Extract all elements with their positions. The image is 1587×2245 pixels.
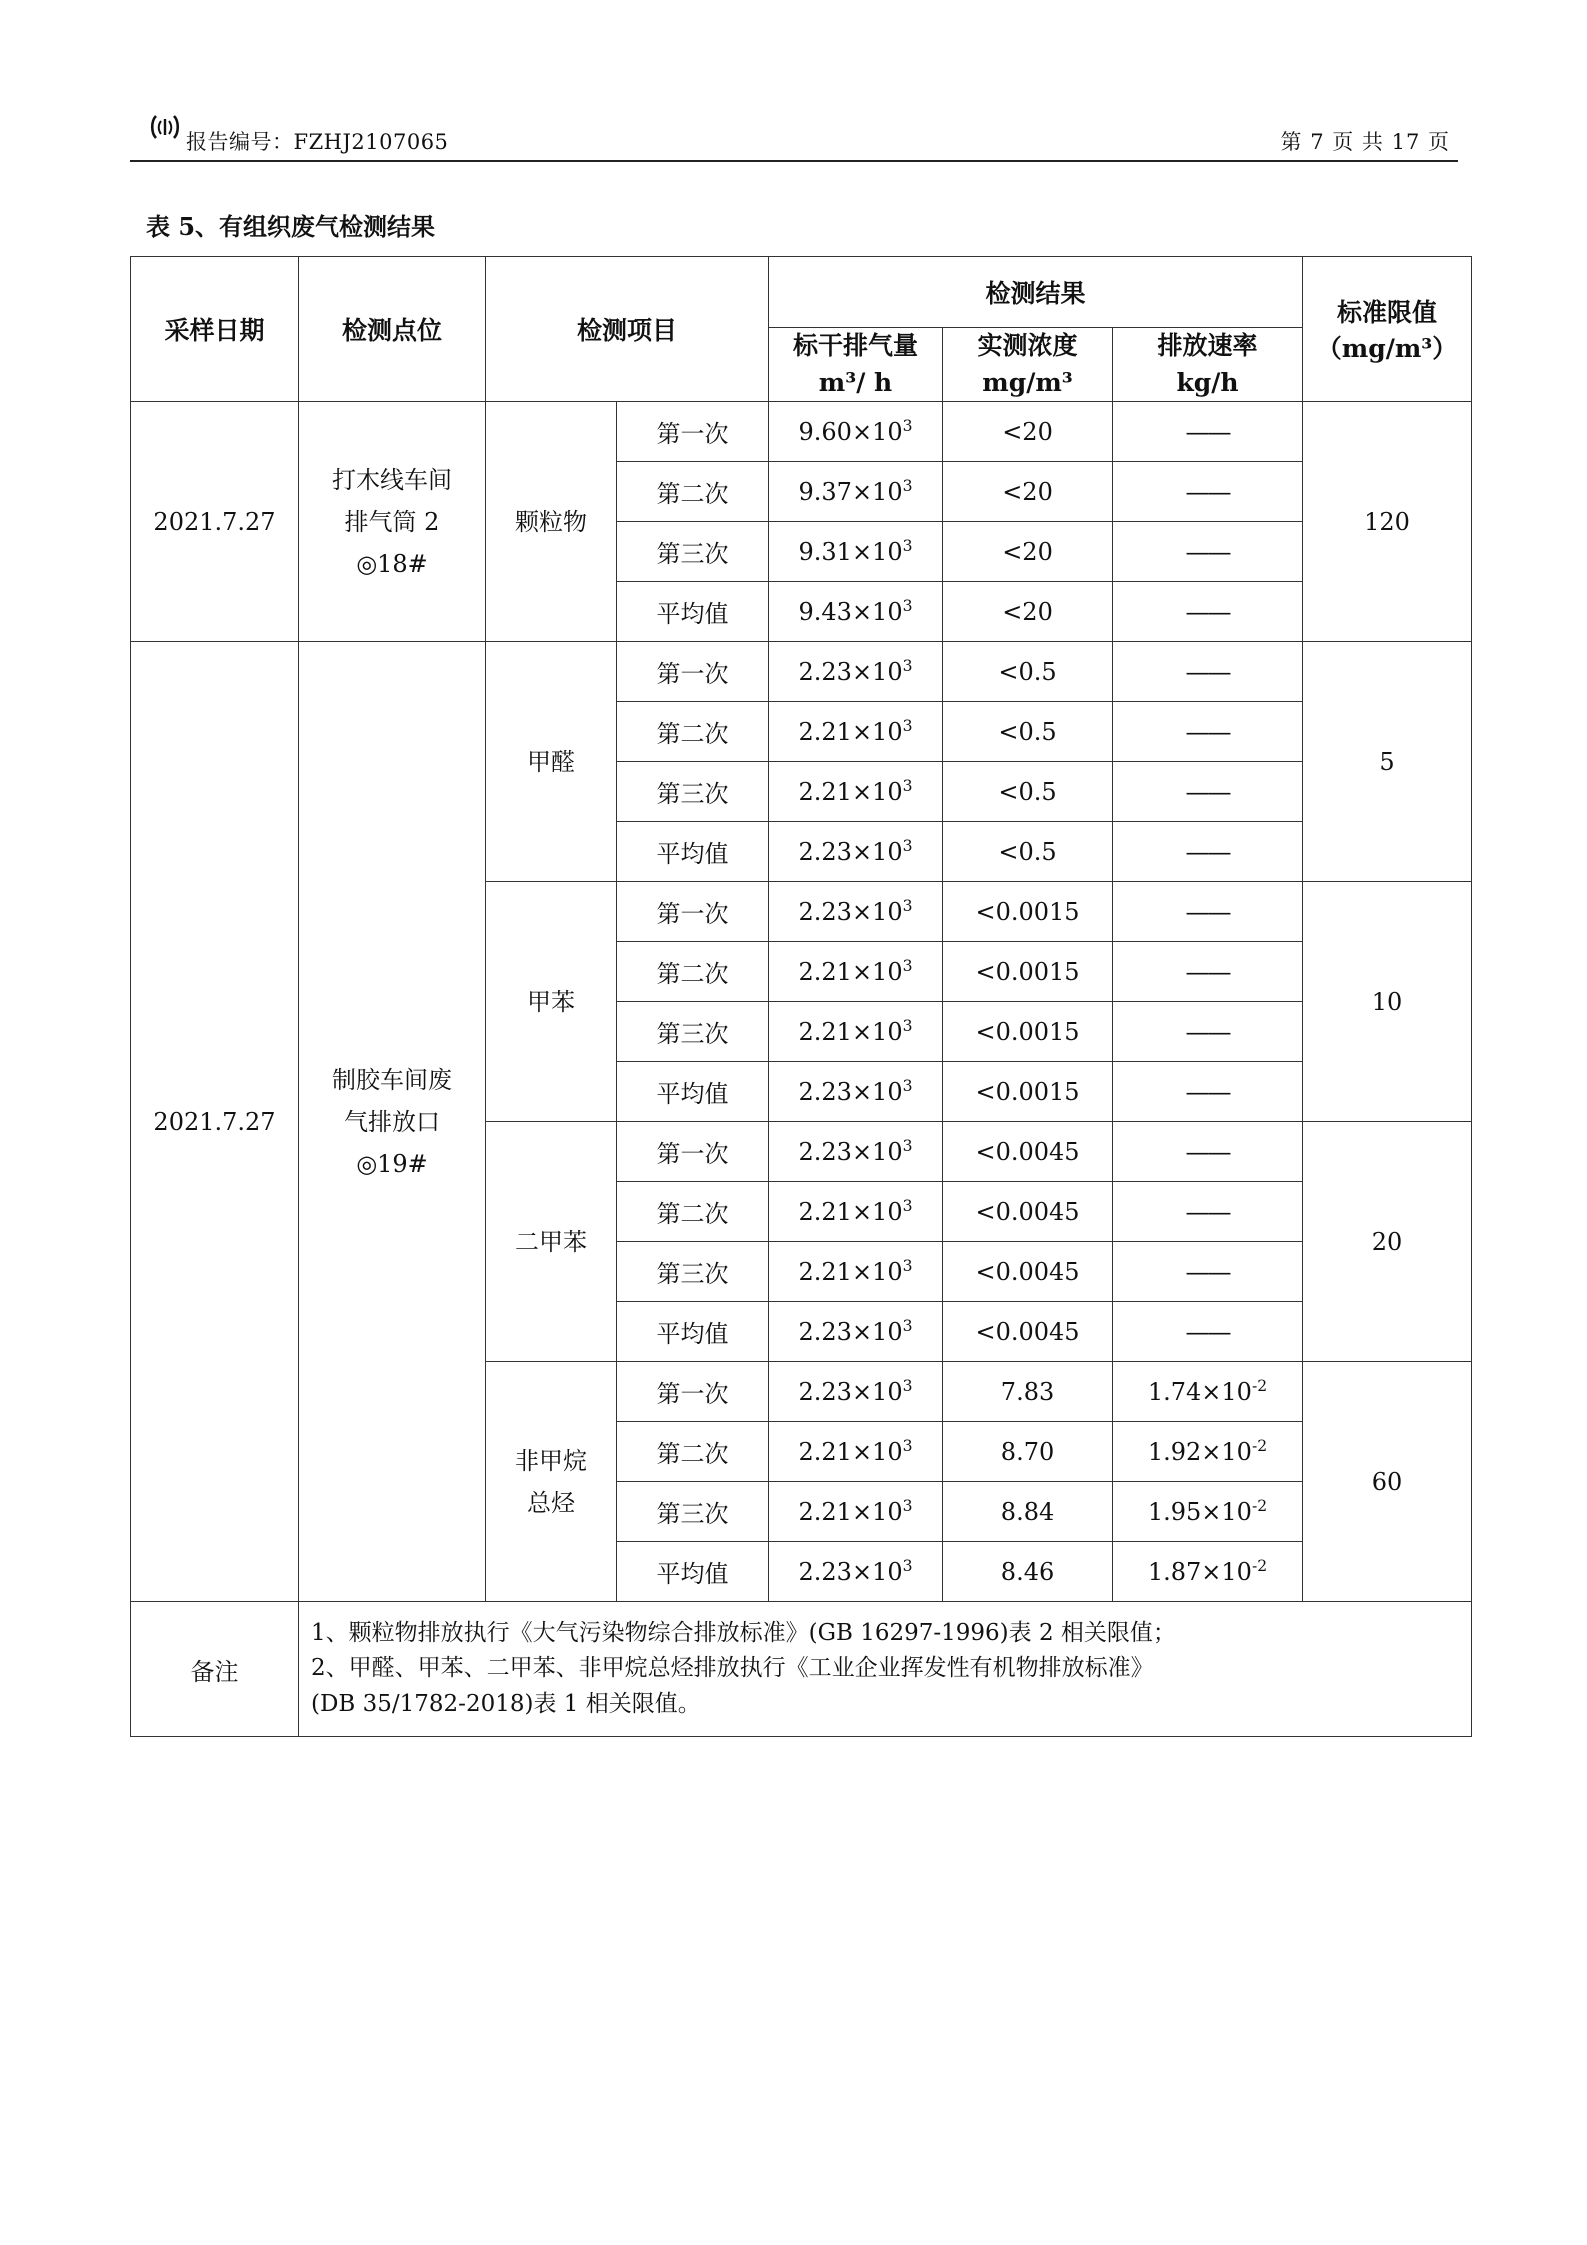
- flow-value: [769, 1062, 943, 1122]
- rate-value: [1113, 1062, 1303, 1122]
- flow-value-mantissa: 9.37×10: [798, 478, 903, 506]
- flow-value: [769, 822, 943, 882]
- note-line: 2、甲醛、甲苯、二甲苯、非甲烷总烃排放执行《工业企业挥发性有机物排放标准》: [311, 1655, 1154, 1682]
- rate-value-mantissa: ——: [1185, 598, 1230, 626]
- flow-value-mantissa: 9.31×10: [798, 538, 903, 566]
- rate-value: [1113, 1242, 1303, 1302]
- monitoring-point-line: ◎18#: [356, 549, 428, 578]
- measurement-label: 第一次: [617, 1122, 769, 1182]
- rate-value: [1113, 522, 1303, 582]
- notes-label: 备注: [131, 1602, 299, 1737]
- measurement-label: 第二次: [617, 1422, 769, 1482]
- flow-value: [769, 462, 943, 522]
- rate-value: [1113, 462, 1303, 522]
- measurement-label: 平均值: [617, 1062, 769, 1122]
- flow-value: [769, 1542, 943, 1602]
- flow-value-exponent: 3: [902, 897, 913, 915]
- flow-value: [769, 1302, 943, 1362]
- flow-value-exponent: 3: [902, 957, 913, 975]
- table-body: [131, 402, 1472, 1602]
- rate-value-mantissa: 1.87×10: [1147, 1558, 1252, 1586]
- rate-value-exponent: -2: [1251, 1377, 1268, 1395]
- rate-value-mantissa: ——: [1185, 1138, 1230, 1166]
- rate-value-mantissa: ——: [1185, 1198, 1230, 1226]
- measurement-label: 第三次: [617, 762, 769, 822]
- col-header-limit: [1303, 257, 1472, 402]
- measurement-label: 第一次: [617, 402, 769, 462]
- test-item: [486, 402, 617, 642]
- rate-value-mantissa: ——: [1185, 778, 1230, 806]
- flow-value-mantissa: 9.60×10: [798, 418, 903, 446]
- flow-value-mantissa: 2.21×10: [798, 718, 903, 746]
- measurement-label: 平均值: [617, 1542, 769, 1602]
- monitoring-point-line: ◎19#: [356, 1149, 428, 1178]
- test-item-line: 非甲烷: [515, 1446, 587, 1475]
- concentration-value: <20: [943, 462, 1113, 522]
- col-header-item: 检测项目: [486, 257, 769, 402]
- rate-value: [1113, 1422, 1303, 1482]
- monitoring-point-line: 排气筒 2: [344, 507, 440, 536]
- rate-value-mantissa: ——: [1185, 1078, 1230, 1106]
- measurement-label: 第一次: [617, 882, 769, 942]
- col-header-point: 检测点位: [299, 257, 486, 402]
- rate-value: [1113, 942, 1303, 1002]
- rate-value: [1113, 1362, 1303, 1422]
- measurement-label: 平均值: [617, 822, 769, 882]
- flow-value-mantissa: 2.21×10: [798, 958, 903, 986]
- flow-value: [769, 1362, 943, 1422]
- table-title: 表 5、有组织废气检测结果: [146, 212, 436, 241]
- rate-value: [1113, 762, 1303, 822]
- rate-value-exponent: -2: [1251, 1497, 1268, 1515]
- test-item-line: 甲苯: [527, 987, 575, 1016]
- flow-value-exponent: 3: [902, 1317, 913, 1335]
- page-indicator: 第 7 页 共 17 页: [1280, 130, 1450, 154]
- standard-limit: 60: [1303, 1362, 1472, 1602]
- test-item-line: 颗粒物: [515, 507, 587, 536]
- standard-limit: 20: [1303, 1122, 1472, 1362]
- concentration-value: <0.5: [943, 762, 1113, 822]
- concentration-value: <0.0045: [943, 1302, 1113, 1362]
- note-line: (DB 35/1782-2018)表 1 相关限值。: [311, 1690, 701, 1717]
- rate-value-mantissa: ——: [1185, 538, 1230, 566]
- concentration-value: <0.5: [943, 642, 1113, 702]
- measurement-label: 第二次: [617, 702, 769, 762]
- concentration-value: <0.0015: [943, 942, 1113, 1002]
- flow-value: [769, 522, 943, 582]
- measurement-label: 第一次: [617, 1362, 769, 1422]
- flow-value: [769, 702, 943, 762]
- concentration-value: <0.0045: [943, 1242, 1113, 1302]
- test-item: [486, 882, 617, 1122]
- flow-value-mantissa: 2.21×10: [798, 1498, 903, 1526]
- flow-value: [769, 582, 943, 642]
- flow-value: [769, 1122, 943, 1182]
- measurement-label: 第三次: [617, 1482, 769, 1542]
- concentration-value: <20: [943, 582, 1113, 642]
- flow-value: [769, 762, 943, 822]
- concentration-value: 8.46: [943, 1542, 1113, 1602]
- test-item-line: 甲醛: [527, 747, 575, 776]
- concentration-value: <0.0015: [943, 882, 1113, 942]
- page-header: [130, 108, 1458, 162]
- flow-value-mantissa: 2.21×10: [798, 1438, 903, 1466]
- col-header-conc: [943, 328, 1113, 402]
- flow-value-exponent: 3: [902, 477, 913, 495]
- note-line: 1、颗粒物排放执行《大气污染物综合排放标准》(GB 16297-1996)表 2 相关限值；: [311, 1619, 1176, 1646]
- concentration-value: 7.83: [943, 1362, 1113, 1422]
- flow-value-exponent: 3: [902, 1137, 913, 1155]
- rate-value-mantissa: ——: [1185, 478, 1230, 506]
- conc-unit: mg/m³: [982, 367, 1073, 397]
- concentration-value: <0.0045: [943, 1182, 1113, 1242]
- rate-label: 排放速率: [1157, 331, 1258, 361]
- flow-value-mantissa: 2.21×10: [798, 1258, 903, 1286]
- flow-value-mantissa: 2.23×10: [798, 1138, 903, 1166]
- concentration-value: <0.5: [943, 822, 1113, 882]
- report-number: 报告编号：FZHJ2107065: [186, 130, 449, 154]
- flow-value-mantissa: 2.21×10: [798, 1018, 903, 1046]
- flow-value-exponent: 3: [902, 1197, 913, 1215]
- flow-value-mantissa: 9.43×10: [798, 598, 903, 626]
- flow-value-mantissa: 2.23×10: [798, 1378, 903, 1406]
- flow-value: [769, 942, 943, 1002]
- col-header-date: 采样日期: [131, 257, 299, 402]
- rate-value-mantissa: ——: [1185, 958, 1230, 986]
- monitoring-point-line: 气排放口: [344, 1107, 440, 1136]
- rate-value: [1113, 822, 1303, 882]
- rate-value-mantissa: 1.74×10: [1147, 1378, 1252, 1406]
- concentration-value: <20: [943, 522, 1113, 582]
- limit-unit: （mg/m³）: [1316, 334, 1458, 363]
- test-item-line: 二甲苯: [515, 1227, 587, 1256]
- rate-value-mantissa: ——: [1185, 898, 1230, 926]
- flow-value: [769, 1242, 943, 1302]
- flow-value-exponent: 3: [902, 1257, 913, 1275]
- test-item-line: 总烃: [527, 1488, 575, 1517]
- measurement-label: 第二次: [617, 1182, 769, 1242]
- measurement-label: 第二次: [617, 942, 769, 1002]
- flow-value-exponent: 3: [902, 1557, 913, 1575]
- table-row: [131, 402, 1472, 462]
- flow-value-exponent: 3: [902, 1017, 913, 1035]
- concentration-value: <20: [943, 402, 1113, 462]
- col-header-rate: [1113, 328, 1303, 402]
- rate-value-mantissa: ——: [1185, 418, 1230, 446]
- flow-value-exponent: 3: [902, 1377, 913, 1395]
- flow-value: [769, 882, 943, 942]
- rate-value-mantissa: ——: [1185, 1018, 1230, 1046]
- rate-value: [1113, 1182, 1303, 1242]
- monitoring-point: [299, 642, 486, 1602]
- measurement-label: 第一次: [617, 642, 769, 702]
- col-header-results: 检测结果: [769, 257, 1303, 328]
- sampling-date: 2021.7.27: [131, 642, 299, 1602]
- measurement-label: 第三次: [617, 1242, 769, 1302]
- flow-value-mantissa: 2.21×10: [798, 778, 903, 806]
- col-header-flow: [769, 328, 943, 402]
- flow-value-exponent: 3: [902, 837, 913, 855]
- flow-label: 标干排气量: [793, 331, 919, 361]
- table-row: [131, 642, 1472, 702]
- flow-value-mantissa: 2.23×10: [798, 1318, 903, 1346]
- test-item: [486, 1362, 617, 1602]
- measurement-label: 第二次: [617, 462, 769, 522]
- monitoring-point-line: 制胶车间废: [332, 1065, 452, 1094]
- rate-value-mantissa: 1.92×10: [1147, 1438, 1252, 1466]
- rate-value: [1113, 702, 1303, 762]
- measurement-label: 第三次: [617, 522, 769, 582]
- flow-value: [769, 1002, 943, 1062]
- measurement-label: 平均值: [617, 1302, 769, 1362]
- rate-value-exponent: -2: [1251, 1437, 1268, 1455]
- flow-value-exponent: 3: [902, 1497, 913, 1515]
- limit-label: 标准限值: [1337, 298, 1438, 327]
- notes-content: [299, 1602, 1472, 1737]
- concentration-value: <0.0045: [943, 1122, 1113, 1182]
- standard-limit: 5: [1303, 642, 1472, 882]
- measurement-label: 平均值: [617, 582, 769, 642]
- rate-value-mantissa: 1.95×10: [1147, 1498, 1252, 1526]
- flow-value-mantissa: 2.23×10: [798, 1558, 903, 1586]
- test-item: [486, 1122, 617, 1362]
- rate-value-mantissa: ——: [1185, 838, 1230, 866]
- rate-value: [1113, 402, 1303, 462]
- flow-value-exponent: 3: [902, 537, 913, 555]
- flow-value-mantissa: 2.21×10: [798, 1198, 903, 1226]
- concentration-value: 8.84: [943, 1482, 1113, 1542]
- concentration-value: 8.70: [943, 1422, 1113, 1482]
- rate-value: [1113, 882, 1303, 942]
- rate-unit: kg/h: [1176, 367, 1239, 397]
- flow-value-mantissa: 2.23×10: [798, 658, 903, 686]
- rate-value: [1113, 1002, 1303, 1062]
- flow-value-exponent: 3: [902, 417, 913, 435]
- concentration-value: <0.0015: [943, 1062, 1113, 1122]
- monitoring-point: [299, 402, 486, 642]
- rate-value: [1113, 1482, 1303, 1542]
- flow-value-exponent: 3: [902, 777, 913, 795]
- standard-limit: 120: [1303, 402, 1472, 642]
- rate-value: [1113, 1302, 1303, 1362]
- flow-value-exponent: 3: [902, 1077, 913, 1095]
- flow-value-exponent: 3: [902, 657, 913, 675]
- test-item: [486, 642, 617, 882]
- flow-value: [769, 642, 943, 702]
- flow-value-mantissa: 2.23×10: [798, 898, 903, 926]
- flow-unit: m³/ h: [818, 367, 893, 397]
- flow-value: [769, 1182, 943, 1242]
- concentration-value: <0.5: [943, 702, 1113, 762]
- company-logo-icon: [150, 113, 180, 141]
- flow-value-exponent: 3: [902, 717, 913, 735]
- rate-value-mantissa: ——: [1185, 658, 1230, 686]
- monitoring-point-line: 打木线车间: [332, 465, 452, 494]
- rate-value: [1113, 582, 1303, 642]
- rate-value: [1113, 1542, 1303, 1602]
- measurement-label: 第三次: [617, 1002, 769, 1062]
- rate-value-mantissa: ——: [1185, 718, 1230, 746]
- rate-value-mantissa: ——: [1185, 1318, 1230, 1346]
- flow-value: [769, 1482, 943, 1542]
- flow-value: [769, 402, 943, 462]
- results-table: [130, 256, 1472, 1737]
- conc-label: 实测浓度: [977, 331, 1078, 361]
- rate-value-mantissa: ——: [1185, 1258, 1230, 1286]
- flow-value-mantissa: 2.23×10: [798, 1078, 903, 1106]
- flow-value: [769, 1422, 943, 1482]
- flow-value-exponent: 3: [902, 1437, 913, 1455]
- flow-value-exponent: 3: [902, 597, 913, 615]
- rate-value: [1113, 642, 1303, 702]
- concentration-value: <0.0015: [943, 1002, 1113, 1062]
- flow-value-mantissa: 2.23×10: [798, 838, 903, 866]
- sampling-date: 2021.7.27: [131, 402, 299, 642]
- standard-limit: 10: [1303, 882, 1472, 1122]
- rate-value: [1113, 1122, 1303, 1182]
- rate-value-exponent: -2: [1251, 1557, 1268, 1575]
